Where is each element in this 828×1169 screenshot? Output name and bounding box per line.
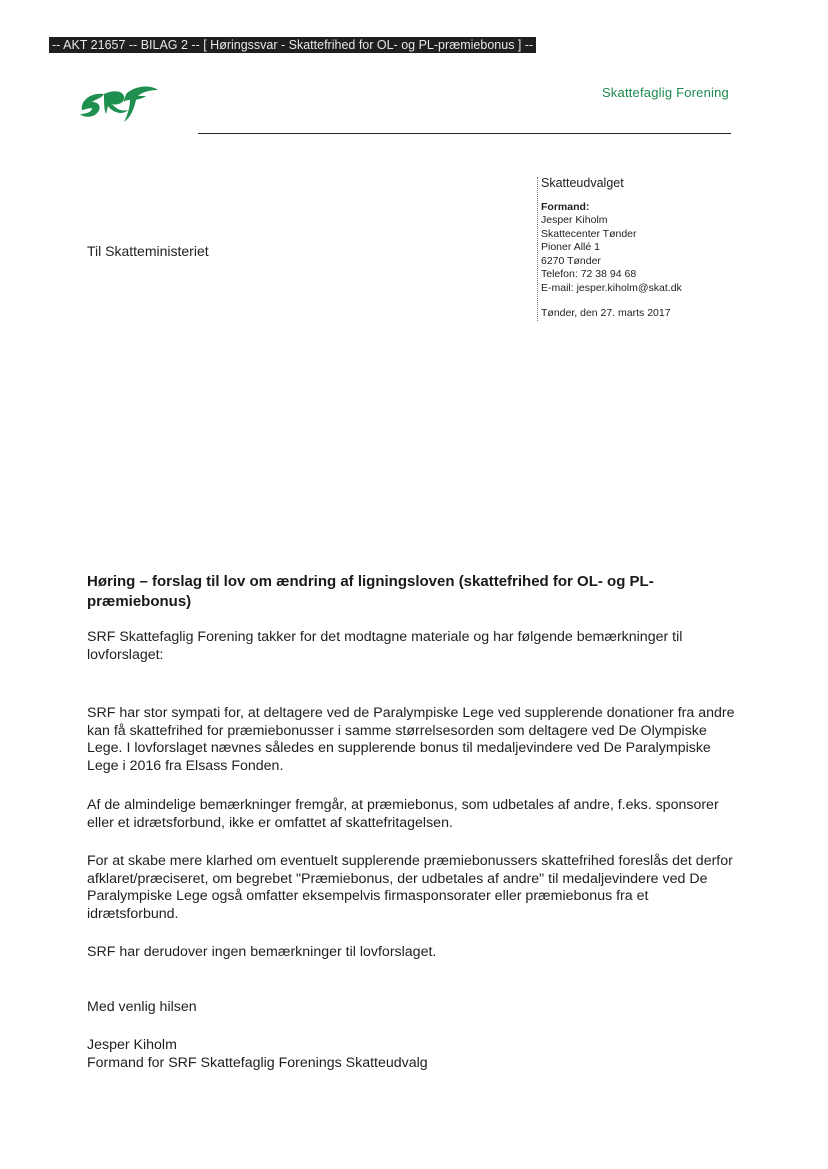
srf-logo-icon — [78, 80, 160, 124]
committee-name: Skatteudvalget — [541, 176, 624, 190]
body-paragraph-5: SRF har derudover ingen bemærkninger til lovforslaget. — [87, 944, 437, 960]
organization-name: Skattefaglig Forening — [601, 85, 729, 100]
closing-greeting: Med venlig hilsen — [87, 999, 197, 1015]
chair-name: Jesper Kiholm — [541, 214, 608, 226]
letter-subject: Høring – forslag til lov om ændring af ligningsloven (skattefrihed for OL- og PL-præmiebonus) — [87, 573, 654, 610]
letter-date: Tønder, den 27. marts 2017 — [541, 307, 671, 319]
header-divider — [198, 133, 731, 134]
body-paragraph-2: SRF har stor sympati for, at deltagere ved de Paralympiske Lege ved supplerende donationer fra andre kan få skattefrihed for præmiebonusser i samme størrelsesorden som deltagere ved De Olympiske Lege. I lovforslaget nævnes således en supplerende bonus til medaljevindere ved De Paralympiske Lege i 2016 fra Elsass Fonden. — [87, 705, 735, 774]
document-banner: -- AKT 21657 -- BILAG 2 -- [ Høringssvar - Skattefrihed for OL- og PL-præmiebonus ] -- — [49, 37, 536, 53]
phone-number: Telefon: 72 38 94 68 — [541, 268, 637, 280]
recipient: Til Skatteministeriet — [87, 243, 209, 259]
srf-logo — [78, 80, 160, 124]
city-address: 6270 Tønder — [541, 254, 601, 267]
street-address: Pioner Allé 1 — [541, 241, 600, 253]
body-paragraph-4: For at skabe mere klarhed om eventuelt supplerende præmiebonussers skattefrihed foreslås det derfor afklaret/præciseret, om begrebet "Præmiebonus, der udbetales af andre" til medaljevindere ved De Paralympiske Lege også omfatter eksempelvis firmasponsorater eller præmiebonus fra et idrætsforbund. — [87, 853, 733, 922]
body-paragraph-1: SRF Skattefaglig Forening takker for det modtagne materiale og har følgende bemærkninger til lovforslaget: — [87, 629, 683, 663]
email-address: E-mail: jesper.kiholm@skat.dk — [541, 281, 682, 294]
body-paragraph-3: Af de almindelige bemærkninger fremgår, at præmiebonus, som udbetales af andre, f.eks. sponsorer eller et idrætsforbund, ikke er omfattet af skattefritagelsen. — [87, 797, 719, 831]
sender-info-panel — [537, 177, 741, 321]
chair-label: Formand: — [541, 200, 590, 213]
office-name: Skattecenter Tønder — [541, 227, 637, 240]
signature-name: Jesper Kiholm — [87, 1037, 177, 1053]
signature-title: Formand for SRF Skattefaglig Forenings Skatteudvalg — [87, 1055, 428, 1071]
